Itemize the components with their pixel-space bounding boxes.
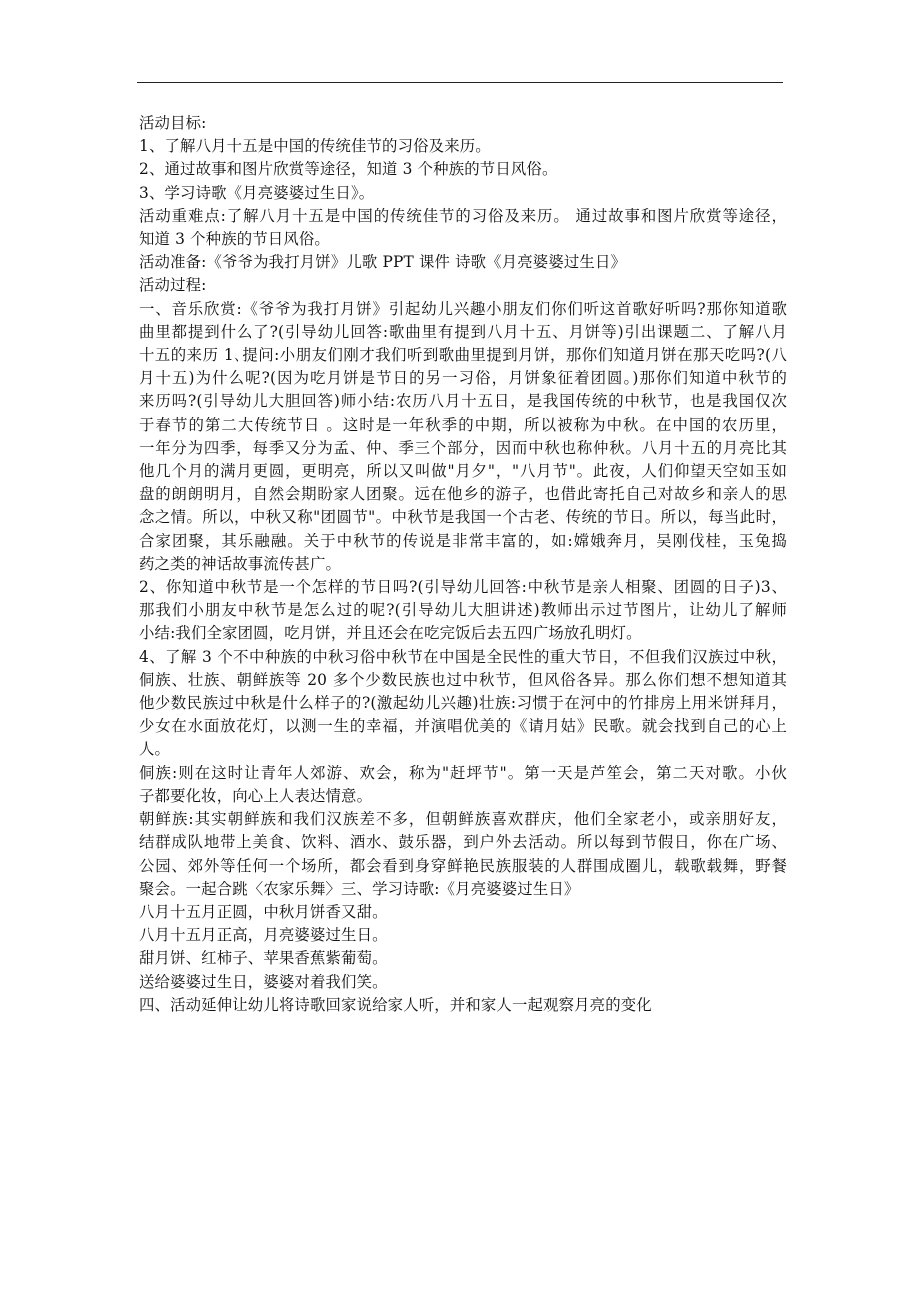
poem-line: 八月十五月正圆，中秋月饼香又甜。	[139, 902, 388, 921]
preparation-line: 活动准备:《爷爷为我打月饼》儿歌 PPT 课件 诗歌《月亮婆婆过生日》	[139, 253, 627, 272]
extension-line: 四、活动延伸让幼儿将诗歌回家说给家人听，并和家人一起观察月亮的变化	[139, 995, 652, 1014]
goal-item: 1、了解八月十五是中国的传统佳节的习俗及来历。	[139, 137, 491, 156]
key-points-line: 知道 3 个种族的节日风俗。	[139, 230, 330, 249]
paragraph-line: 人。	[139, 740, 171, 759]
goal-item: 2、通过故事和图片欣赏等途径，知道 3 个种族的节日风俗。	[139, 160, 558, 179]
paragraph-line: 少女在水面放花灯，以测一生的幸福，并演唱优美的《请月姑》民歌。就会找到自己的心上	[139, 717, 787, 736]
paragraph-line: 于春节的第二大传统节日 。这时是一年秋季的中期，所以被称为中秋。在中国的农历里，	[139, 415, 787, 434]
paragraph-line: 那我们小朋友中秋节是怎么过的呢?(引导幼儿大胆讲述)教师出示过节图片，让幼儿了解师	[139, 601, 787, 620]
heading-goals: 活动目标:	[139, 114, 207, 132]
paragraph-line: 他几个月的满月更圆，更明亮，所以又叫做"月夕"，"八月节"。此夜，人们仰望天空如玉如	[139, 462, 787, 481]
poem-line: 送给婆婆过生日，婆婆对着我们笑。	[139, 972, 388, 991]
paragraph-line: 十五的来历 1､提问:小朋友们刚才我们听到歌曲里提到月饼，那你们知道月饼在那天吃吗?(八	[139, 346, 787, 365]
goal-item: 3、学习诗歌《月亮婆婆过生日》。	[139, 183, 375, 202]
paragraph-line: 来历吗?(引导幼儿大胆回答)师小结:农历八月十五日，是我国传统的中秋节，也是我国仅次	[139, 392, 787, 411]
poem-line: 八月十五月正高，月亮婆婆过生日。	[139, 926, 388, 945]
paragraph-line: 侗族:则在这时让青年人郊游、欢会，称为"赶坪节"。第一天是芦笙会，第二天对歌。小伙	[139, 763, 787, 782]
paragraph-line: 公园、郊外等任何一个场所，都会看到身穿鲜艳民族服装的人群围成圈儿，载歌载舞，野餐	[139, 856, 787, 875]
paragraph-line: 一年分为四季，每季又分为孟、仲、季三个部分，因而中秋也称仲秋。八月十五的月亮比其	[139, 438, 787, 457]
document-body	[139, 112, 787, 1017]
poem-line: 甜月饼、红柿子、苹果香蕉紫葡萄。	[139, 949, 388, 968]
paragraph-line: 曲里都提到什么了?(引导幼儿回答:歌曲里有提到八月十五、月饼等)引出课题二、了解八月	[139, 322, 787, 341]
paragraph-line: 一、音乐欣赏:《爷爷为我打月饼》引起幼儿兴趣小朋友们你们听这首歌好听吗?那你知道歌	[139, 299, 787, 318]
paragraph-line: 月十五)为什么呢?(因为吃月饼是节日的另一习俗，月饼象征着团圆。)那你们知道中秋节的	[139, 369, 787, 388]
header-rule	[137, 82, 783, 83]
paragraph-line: 药之类的神话故事流传甚广。	[139, 554, 342, 573]
paragraph-line: 4、了解 3 个不中种族的中秋习俗中秋节在中国是全民性的重大节日，不但我们汉族过中秋，	[139, 647, 787, 666]
paragraph-line: 聚会。一起合跳〈农家乐舞〉三、学习诗歌:《月亮婆婆过生日》	[139, 879, 580, 898]
paragraph-line: 结群成队地带上美食、饮料、酒水、鼓乐器，到户外去活动。所以每到节假日，你在广场、	[139, 833, 787, 852]
paragraph-line: 子都要化妆，向心上人表达情意。	[139, 786, 373, 805]
paragraph-line: 朝鲜族:其实朝鲜族和我们汉族差不多，但朝鲜族喜欢群庆，他们全家老小，或亲朋好友，	[139, 810, 787, 829]
paragraph-line: 他少数民族过中秋是什么样子的?(激起幼儿兴趣)壮族:习惯于在河中的竹排房上用米饼拜月，	[139, 694, 787, 713]
paragraph-line: 念之情。所以，中秋又称"团圆节"。中秋节是我国一个古老、传统的节日。所以，每当此时，	[139, 508, 787, 527]
paragraph-line: 合家团聚，其乐融融。关于中秋节的传说是非常丰富的，如:嫦娥奔月，吴刚伐桂，玉兔捣	[139, 531, 787, 550]
paragraph-line: 小结:我们全家团圆，吃月饼，并且还会在吃完饭后去五四广场放孔明灯。	[139, 624, 642, 643]
key-points-line: 活动重难点:了解八月十五是中国的传统佳节的习俗及来历。 通过故事和图片欣赏等途径，	[139, 206, 787, 225]
paragraph-line: 2、你知道中秋节是一个怎样的节日吗?(引导幼儿回答:中秋节是亲人相聚、团圆的日子)3、	[139, 578, 787, 597]
paragraph-line: 盘的朗朗明月，自然会期盼家人团聚。远在他乡的游子，也借此寄托自己对故乡和亲人的思	[139, 485, 787, 504]
heading-process: 活动过程:	[139, 276, 207, 295]
paragraph-line: 侗族、壮族、朝鲜族等 20 多个少数民族也过中秋节，但风俗各异。那么你们想不想知道其	[139, 670, 787, 689]
